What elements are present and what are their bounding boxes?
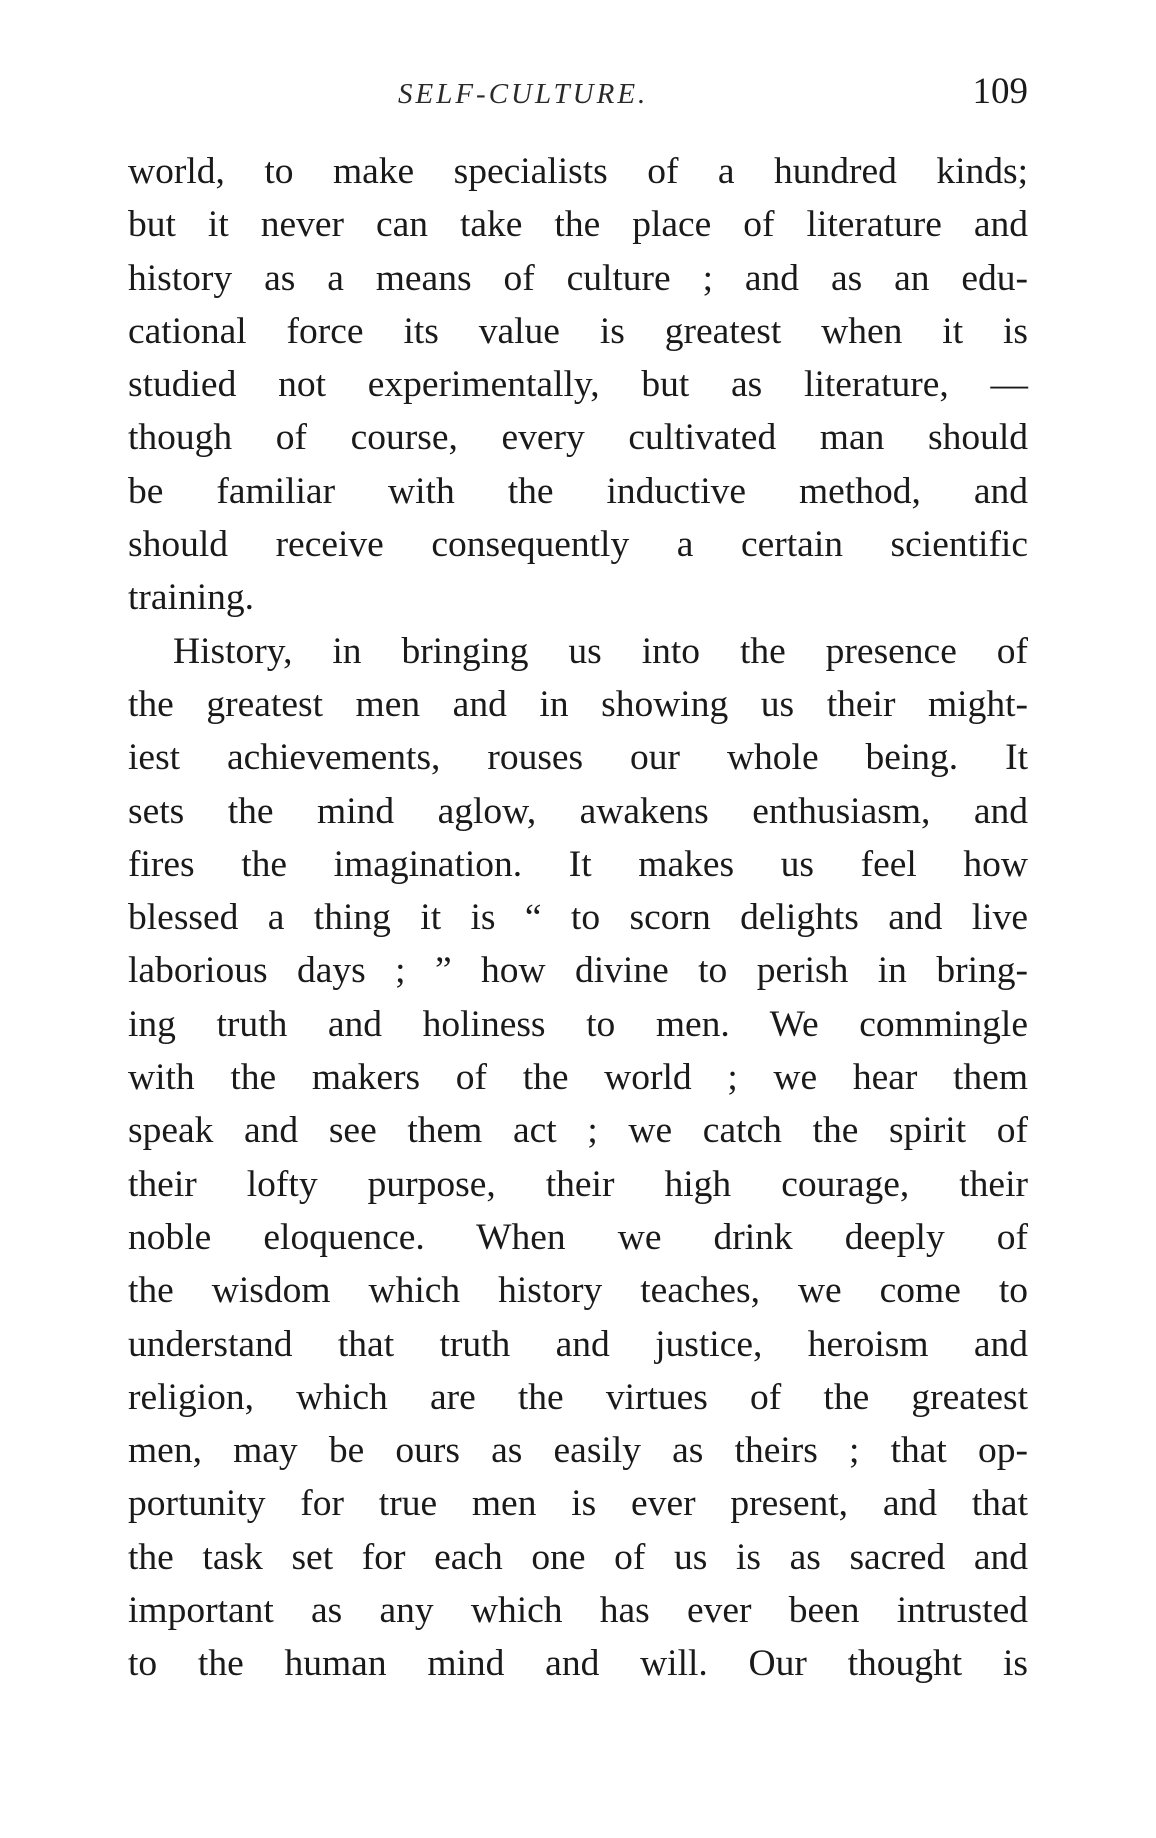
running-head: [128, 70, 1028, 130]
text-line: iest achievements, rouses our whole being. It: [128, 737, 1028, 779]
text-line: training.: [128, 577, 255, 619]
text-line: understand that truth and justice, heroism and: [128, 1323, 1028, 1365]
text-line: their lofty purpose, their high courage, their: [128, 1163, 1028, 1205]
text-line: cational force its value is greatest when it is: [128, 310, 1028, 352]
text-line: religion, which are the virtues of the greatest: [128, 1376, 1028, 1418]
text-line: fires the imagination. It makes us feel how: [128, 843, 1028, 885]
text-line: to the human mind and will. Our thought is: [128, 1643, 1028, 1685]
text-line: though of course, every cultivated man should: [128, 417, 1028, 459]
text-line: blessed a thing it is “ to scorn delights and live: [128, 897, 1028, 939]
text-line: history as a means of culture ; and as an edu-: [128, 257, 1028, 299]
text-line: noble eloquence. When we drink deeply of: [128, 1216, 1028, 1258]
text-line: be familiar with the inductive method, and: [128, 470, 1028, 512]
paragraph-2: [128, 625, 1028, 1691]
text-line: with the makers of the world ; we hear them: [128, 1057, 1028, 1099]
text-line: the wisdom which history teaches, we come to: [128, 1270, 1028, 1312]
text-line: world, to make specialists of a hundred kinds;: [128, 151, 1028, 192]
text-line: sets the mind aglow, awakens enthusiasm, and: [128, 790, 1028, 832]
text-line: important as any which has ever been intrusted: [128, 1590, 1028, 1632]
text-line: ing truth and holiness to men. We commingle: [128, 1003, 1028, 1045]
text-line: laborious days ; ” how divine to perish in bring-: [128, 950, 1028, 992]
text-line: portunity for true men is ever present, and that: [128, 1483, 1028, 1525]
text-line: should receive consequently a certain scientific: [128, 524, 1028, 566]
page-number: 109: [972, 71, 1028, 112]
text-line: speak and see them act ; we catch the spirit of: [128, 1110, 1028, 1152]
running-title: SELF-CULTURE.: [398, 78, 649, 110]
text-line: the greatest men and in showing us their might-: [128, 683, 1028, 725]
text-line: men, may be ours as easily as theirs ; that op-: [128, 1430, 1028, 1472]
text-line: History, in bringing us into the presence of: [173, 630, 1028, 672]
text-line: studied not experimentally, but as literature, —: [128, 364, 1028, 406]
text-line: the task set for each one of us is as sacred and: [128, 1536, 1028, 1578]
body-text: [128, 145, 1028, 1691]
paragraph-1: [128, 145, 1028, 625]
text-line: but it never can take the place of literature and: [128, 204, 1028, 246]
